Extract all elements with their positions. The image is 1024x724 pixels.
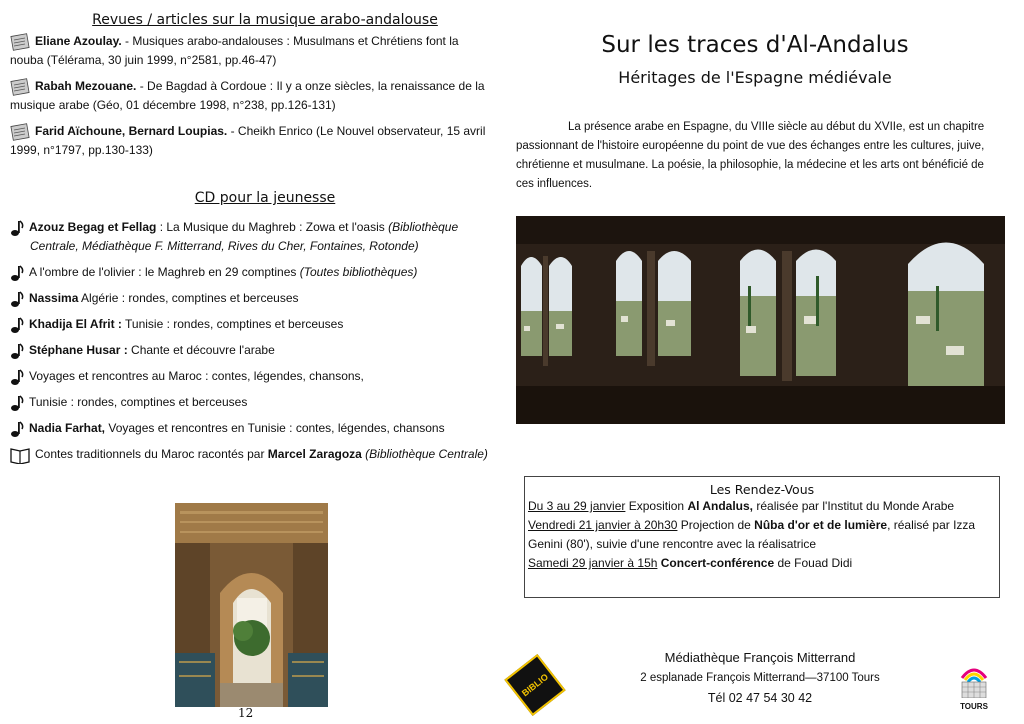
review-item (10, 32, 490, 70)
event-name: Concert-conférence (660, 556, 775, 570)
review-item (10, 122, 490, 160)
music-note-icon (10, 343, 24, 359)
music-note-icon (10, 220, 24, 236)
review-author: Eliane Azoulay. (35, 34, 122, 48)
cd-title: Contes traditionnels du Maroc racontés par (35, 447, 268, 461)
music-note-icon (10, 395, 24, 411)
music-note-icon (10, 291, 24, 307)
event-name: Al Andalus, (687, 499, 754, 513)
cd-item (10, 289, 490, 308)
review-text: Cheikh Enrico (Le Nouvel observateur, 15 avril 1999, n°1797, pp.130-133) (10, 124, 486, 157)
reviews-header: Revues / articles sur la musique arabo-andalouse (92, 12, 438, 28)
tours-logo (958, 664, 990, 710)
event-text: Projection de (677, 518, 755, 532)
review-separator: - (136, 79, 148, 93)
music-note-icon (10, 317, 24, 333)
rendez-vous-box (524, 476, 1000, 598)
newspaper-icon (10, 123, 30, 141)
cd-title: A l'ombre de l'olivier : le Maghreb en 29 comptines (29, 265, 300, 279)
cd-title: Tunisie : rondes, comptines et berceuses (121, 317, 344, 331)
cd-author: Azouz Begag et Fellag (29, 220, 157, 234)
review-separator: - (227, 124, 238, 138)
newspaper-icon (10, 78, 30, 96)
page-title: Sur les traces d'Al-Andalus (601, 32, 909, 58)
cd-title: Algérie : rondes, comptines et berceuses (78, 291, 299, 305)
event-item (528, 497, 996, 516)
alhambra-doorway-photo (175, 503, 328, 707)
events-list (525, 497, 999, 573)
event-text: de Fouad Didi (774, 556, 853, 570)
music-note-icon (10, 265, 24, 281)
biblio-logo-text: BIBLIO (519, 671, 551, 699)
review-text: De Bagdad à Cordoue : Il y a onze siècles, la renaissance de la musique arabe (Géo, 01 décembre 1998, n°238, pp.126-131) (10, 79, 485, 112)
cd-item (10, 263, 490, 282)
cd-item (10, 367, 490, 386)
biblio-logo (504, 654, 565, 716)
event-item (528, 516, 996, 554)
event-item (528, 554, 996, 573)
rendez-vous-title: Les Rendez-Vous (709, 482, 815, 497)
book-icon (10, 446, 30, 464)
cd-title: Chante et découvre l'arabe (127, 343, 275, 357)
event-name: Nûba d'or et de lumière (754, 518, 888, 532)
library-street: 2 esplanade François Mitterrand—37100 Tours (640, 672, 880, 684)
cd-author: Marcel Zaragoza (267, 447, 362, 461)
tours-logo-text: TOURS (960, 702, 988, 711)
cd-title: Tunisie : rondes, comptines et berceuses (29, 395, 248, 409)
review-separator: - (121, 34, 133, 48)
cd-item (10, 445, 490, 464)
event-date: Samedi 29 janvier à 15h (528, 556, 658, 570)
review-author: Rabah Mezouane. (35, 79, 137, 93)
cd-item (10, 315, 490, 334)
review-text: Musiques arabo-andalouses : Musulmans et Chrétiens font la nouba (Télérama, 30 juin 1999, n°2581, pp.46-47) (10, 34, 459, 67)
event-text: Exposition (625, 499, 688, 513)
cd-location: (Bibliothèque Centrale, Médiathèque F. Mitterrand, Rives du Cher, Fontaines, Rotonde) (30, 220, 459, 253)
newspaper-icon (10, 33, 30, 51)
event-text: , réalisé par Izza Genini (80'), suivie d'une rencontre avec la réalisatrice (528, 518, 976, 551)
event-date: Vendredi 21 janvier à 20h30 (528, 518, 678, 532)
tours-logo-icon (958, 664, 990, 698)
cd-author: Nadia Farhat, (29, 421, 106, 435)
alhambra-windows-photo (516, 216, 1005, 424)
cd-title: : La Musique du Maghreb : Zowa et l'oasis (156, 220, 389, 234)
cd-author: Nassima (29, 291, 79, 305)
page-number: 12 (238, 706, 254, 720)
cd-title: Voyages et rencontres au Maroc : contes, légendes, chansons, (29, 369, 364, 383)
intro-paragraph: La présence arabe en Espagne, du VIIIe siècle au début du XVIIe, est un chapitre passionnant de l'histoire européenne du point de vue des échanges entre les cultures, juive, chrétienne et musulmane. La poésie, la philosophie, la médecine et les arts ont bénéficié de ces influences. (516, 121, 985, 190)
event-date: Du 3 au 29 janvier (528, 499, 626, 513)
cd-author: Khadija El Afrit : (29, 317, 122, 331)
cd-location: (Bibliothèque Centrale) (361, 447, 488, 461)
reviews-list (10, 32, 490, 167)
cd-location: (Toutes bibliothèques) (299, 265, 418, 279)
review-author: Farid Aïchoune, Bernard Loupias. (35, 124, 228, 138)
music-note-icon (10, 421, 24, 437)
cd-header: CD pour la jeunesse (194, 190, 336, 206)
library-phone: Tél 02 47 54 30 42 (707, 691, 813, 705)
cd-item (10, 218, 490, 256)
review-item (10, 77, 490, 115)
event-text: réalisée par l'Institut du Monde Arabe (753, 499, 955, 513)
cd-list (10, 218, 490, 471)
music-note-icon (10, 369, 24, 385)
cd-title: Voyages et rencontres en Tunisie : contes, légendes, chansons (105, 421, 445, 435)
cd-item (10, 341, 490, 360)
library-name: Médiathèque François Mitterrand (664, 650, 856, 665)
page-subtitle: Héritages de l'Espagne médiévale (618, 68, 892, 87)
cd-item (10, 393, 490, 412)
library-address (600, 648, 920, 708)
cd-item (10, 419, 490, 438)
cd-author: Stéphane Husar : (29, 343, 128, 357)
